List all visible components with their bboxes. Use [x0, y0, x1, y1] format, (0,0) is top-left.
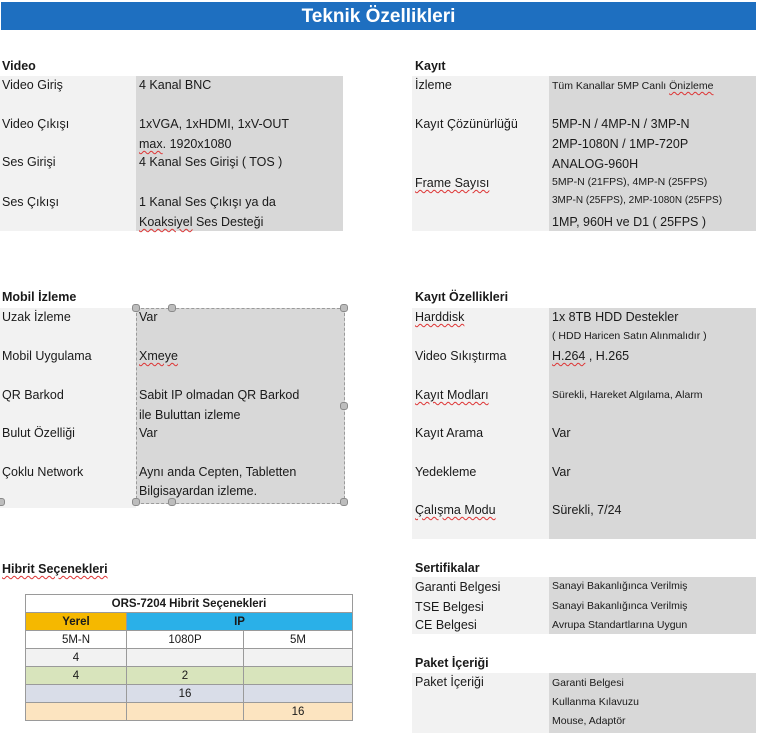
selection-handle[interactable]	[340, 498, 348, 506]
coklu-network-label: Çoklu Network	[2, 465, 84, 479]
hibrit-table-title: ORS-7204 Hibrit Seçenekleri	[26, 595, 353, 613]
video-giris-value: 4 Kanal BNC	[139, 78, 212, 92]
h264-text: H.264	[552, 349, 586, 363]
kayit-label-column	[412, 76, 549, 231]
frame-label: Frame Sayısı	[415, 176, 490, 190]
kayit-modlari-label-text: Kayıt Modları	[415, 388, 489, 402]
video-heading: Video	[2, 59, 36, 73]
ce-label: CE Belgesi	[415, 618, 477, 632]
table-cell	[244, 667, 353, 685]
koaksiyel-word: Koaksiyel	[139, 215, 193, 229]
harddisk-value-1: 1x 8TB HDD Destekler	[552, 310, 679, 324]
paket-label: Paket İçeriği	[415, 675, 484, 689]
table-cell: 2	[127, 667, 244, 685]
h265-text: , H.265	[585, 349, 630, 363]
bulut-value: Var	[139, 426, 158, 440]
ip-header: IP	[127, 613, 353, 631]
kayit-modlari-label	[415, 388, 489, 402]
video-sikistirma-label: Video Sıkıştırma	[415, 349, 507, 363]
ce-value: Avrupa Standartlarına Uygun	[552, 619, 688, 631]
qr-barkod-value-2: ile Buluttan izleme	[139, 408, 241, 422]
mobil-heading: Mobil İzleme	[2, 290, 77, 304]
ses-cikis-value: 1 Kanal Ses Çıkışı ya da	[139, 195, 276, 209]
table-cell	[127, 703, 244, 721]
calisma-modu-label: Çalışma Modu	[415, 503, 496, 517]
video-giris-label: Video Giriş	[2, 78, 63, 92]
hibrit-title-row	[26, 595, 353, 613]
selection-handle[interactable]	[168, 498, 176, 506]
izleme-value-text: Tüm Kanallar 5MP Canlı	[552, 80, 670, 92]
qr-barkod-label: QR Barkod	[2, 388, 64, 402]
onizleme-word: Önizleme	[669, 80, 714, 92]
table-row	[26, 703, 353, 721]
kayit-heading: Kayıt	[415, 59, 446, 73]
hibrit-column-row	[26, 631, 353, 649]
mobil-uygulama-value: Xmeye	[139, 349, 178, 363]
frame-value-3: 1MP, 960H ve D1 ( 25FPS )	[552, 215, 707, 229]
max-word: max	[139, 137, 163, 151]
bulut-label: Bulut Özelliği	[2, 426, 75, 440]
page-title: Teknik Özellikleri	[1, 2, 756, 30]
hibrit-table	[25, 594, 353, 721]
coklu-network-value-1: Aynı anda Cepten, Tabletten	[139, 465, 297, 479]
column-header: 1080P	[127, 631, 244, 649]
izleme-value	[552, 80, 713, 92]
table-cell	[127, 649, 244, 667]
table-row	[26, 649, 353, 667]
table-row	[26, 685, 353, 703]
table-cell	[244, 685, 353, 703]
selection-handle[interactable]	[340, 402, 348, 410]
video-cikis-value: 1xVGA, 1xHDMI, 1xV-OUT	[139, 117, 290, 131]
kayit-modlari-value: Sürekli, Hareket Algılama, Alarm	[552, 389, 703, 401]
table-cell: 16	[244, 703, 353, 721]
sertifikalar-heading: Sertifikalar	[415, 561, 480, 575]
video-sikistirma-value	[552, 349, 629, 363]
table-cell	[244, 649, 353, 667]
qr-barkod-value-1: Sabit IP olmadan QR Barkod	[139, 388, 300, 402]
table-cell: 4	[26, 667, 127, 685]
ses-destegi: Ses Desteği	[192, 215, 264, 229]
garanti-label: Garanti Belgesi	[415, 580, 501, 594]
hibrit-heading: Hibrit Seçenekleri	[2, 562, 108, 576]
izleme-label: İzleme	[415, 78, 452, 92]
cozunurluk-label: Kayıt Çözünürlüğü	[415, 117, 518, 131]
kayit-arama-value: Var	[552, 426, 571, 440]
mobil-uygulama-label: Mobil Uygulama	[2, 349, 92, 363]
ses-giris-value: 4 Kanal Ses Girişi ( TOS )	[139, 155, 283, 169]
table-cell	[26, 703, 127, 721]
calisma-modu-value: Sürekli, 7/24	[552, 503, 622, 517]
selection-handle[interactable]	[340, 304, 348, 312]
yedekleme-label: Yedekleme	[415, 465, 477, 479]
paket-heading: Paket İçeriği	[415, 656, 489, 670]
cozunurluk-value-2: 2MP-1080N / 1MP-720P	[552, 137, 689, 151]
frame-value-2: 3MP-N (25FPS), 2MP-1080N (25FPS)	[552, 195, 723, 206]
tse-label: TSE Belgesi	[415, 600, 484, 614]
cozunurluk-value-1: 5MP-N / 4MP-N / 3MP-N	[552, 117, 690, 131]
table-row	[26, 667, 353, 685]
garanti-value: Sanayi Bakanlığınca Verilmiş	[552, 580, 688, 592]
paket-item: Garanti Belgesi	[552, 677, 624, 689]
cozunurluk-value-3: ANALOG-960H	[552, 157, 639, 171]
harddisk-value-2: ( HDD Haricen Satın Alınmalıdır )	[552, 330, 707, 342]
video-cikis-value-max	[139, 137, 231, 151]
selection-handle[interactable]	[0, 498, 5, 506]
uzak-izleme-label: Uzak İzleme	[2, 310, 71, 324]
video-cikis-label: Video Çıkışı	[2, 117, 70, 131]
coklu-network-value-2: Bilgisayardan izleme.	[139, 484, 258, 498]
harddisk-label: Harddisk	[415, 310, 465, 324]
max-resolution: . 1920x1080	[162, 137, 232, 151]
table-cell: 4	[26, 649, 127, 667]
kayit-ozellikleri-heading: Kayıt Özellikleri	[415, 290, 509, 304]
column-header: 5M-N	[26, 631, 127, 649]
tse-value: Sanayi Bakanlığınca Verilmiş	[552, 600, 688, 612]
selection-handle[interactable]	[132, 498, 140, 506]
ses-giris-label: Ses Girişi	[2, 155, 56, 169]
hibrit-group-row	[26, 613, 353, 631]
uzak-izleme-value: Var	[139, 310, 158, 324]
ses-cikis-value-koaksiyel	[139, 215, 263, 229]
yerel-header: Yerel	[26, 613, 127, 631]
table-cell	[26, 685, 127, 703]
ses-cikis-label: Ses Çıkışı	[2, 195, 59, 209]
kayit-arama-label: Kayıt Arama	[415, 426, 484, 440]
selection-handle[interactable]	[168, 304, 176, 312]
table-cell: 16	[127, 685, 244, 703]
yedekleme-value: Var	[552, 465, 571, 479]
column-header: 5M	[244, 631, 353, 649]
frame-value-1: 5MP-N (21FPS), 4MP-N (25FPS)	[552, 176, 708, 188]
paket-item: Kullanma Kılavuzu	[552, 696, 639, 708]
kayit-value-column	[549, 76, 756, 231]
paket-item: Mouse, Adaptör	[552, 715, 626, 727]
